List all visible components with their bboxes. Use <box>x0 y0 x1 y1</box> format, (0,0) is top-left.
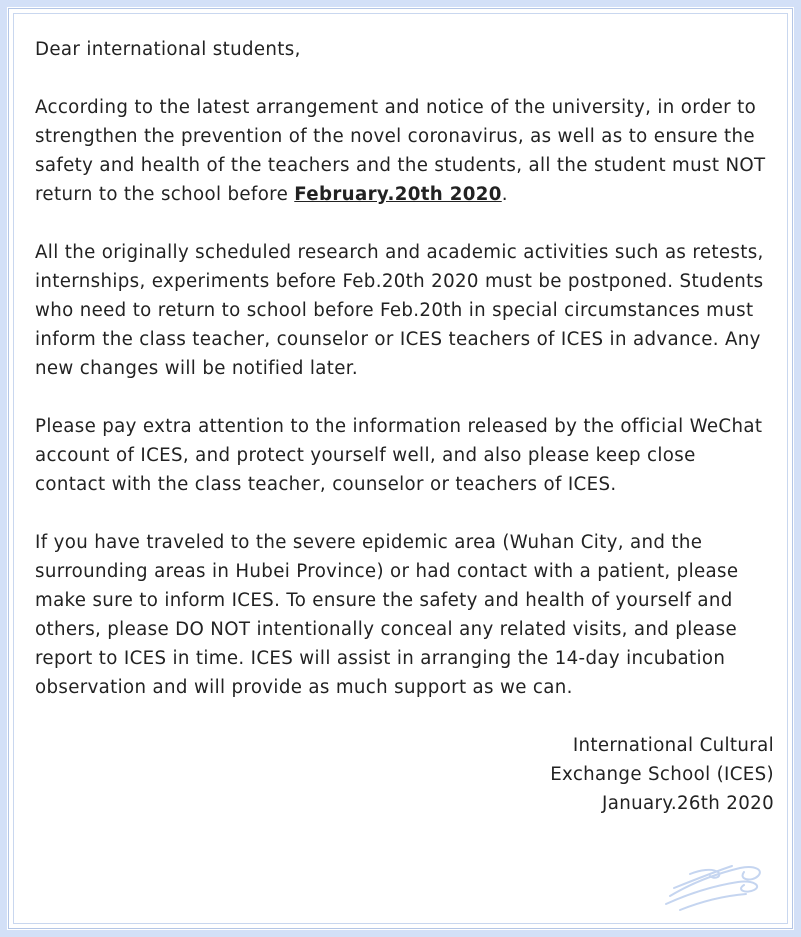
paragraph-return-notice <box>35 93 771 209</box>
paragraph-epidemic-area: If you have traveled to the severe epidemic area (Wuhan City, and the surrounding areas in Hubei Province) or had contact with a patient, please make sure to inform ICES. To ensure the safety and health of yourself and others, please DO NOT intentionally conceal any related visits, and please report to ICES in time. ICES will assist in arranging the 14-day incubation observation and will provide as much support as we can. <box>35 532 739 698</box>
paragraph-wechat: Please pay extra attention to the information released by the official WeChat account of ICES, and protect yourself well, and also please keep close contact with the class teacher, counselor or teachers of ICES. <box>35 416 763 495</box>
signature-block <box>35 731 774 818</box>
letter-body <box>35 35 774 818</box>
signature-line-1: International Cultural <box>572 735 774 756</box>
return-notice-end: . <box>501 184 508 205</box>
return-deadline: February.20th 2020 <box>294 184 502 205</box>
signature-date: January.26th 2020 <box>602 793 774 814</box>
flourish-ornament-icon <box>660 854 770 914</box>
paragraph-activities: All the originally scheduled research and academic activities such as retests, internships, experiments before Feb.20th 2020 must be postponed. Students who need to return to school before Feb.20th in special circumstances must inform the class teacher, counselor or ICES teachers of ICES in advance. Any new changes will be notified later. <box>35 242 764 379</box>
return-notice-text: According to the latest arrangement and notice of the university, in order to strengthen the prevention of the novel coronavirus, as well as to ensure the safety and health of the teachers and the students, all the student must NOT return to the school before <box>35 97 766 205</box>
greeting: Dear international students, <box>35 39 301 60</box>
letter-paper <box>8 8 793 929</box>
signature-line-2: Exchange School (ICES) <box>550 764 774 785</box>
